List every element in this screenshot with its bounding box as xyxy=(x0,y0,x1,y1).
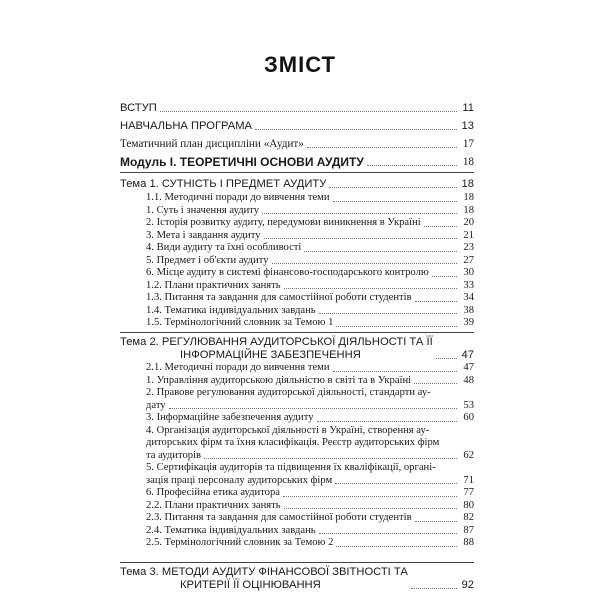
toc-entry-label: дату xyxy=(146,399,166,411)
toc-topic-1[interactable] xyxy=(120,178,474,191)
toc-subentry[interactable] xyxy=(146,425,474,438)
leader-dots xyxy=(169,408,457,409)
toc-entry-program[interactable] xyxy=(120,120,474,133)
toc-entry-page: 23 xyxy=(463,242,474,253)
toc-entry-page: 47 xyxy=(463,362,474,373)
toc-entry-page: 53 xyxy=(463,399,474,411)
toc-entry-page: 88 xyxy=(463,537,474,548)
toc-entry-page: 82 xyxy=(463,512,474,523)
toc-title-line: КРИТЕРІЇ ЇЇ ОЦІНЮВАННЯ xyxy=(180,579,321,591)
separator-line xyxy=(120,332,474,333)
toc-entry-page: 80 xyxy=(463,499,474,511)
toc-subentry[interactable] xyxy=(146,400,474,413)
toc-entry-page: 38 xyxy=(463,304,474,316)
leader-dots xyxy=(414,383,457,384)
toc-entry-page: 48 xyxy=(463,374,474,386)
toc-topic-2[interactable] xyxy=(120,336,474,362)
toc-subentry[interactable] xyxy=(146,362,474,375)
toc-entry-label: 1.2. Плани практичних занять xyxy=(146,279,281,291)
toc-entry-label: 1. Управління аудиторською діяльністю в світі та в Україні xyxy=(146,374,412,386)
leader-dots xyxy=(272,263,457,264)
toc-subentry[interactable] xyxy=(146,305,474,318)
toc-entry-page: 18 xyxy=(462,156,474,168)
leader-dots xyxy=(329,187,457,188)
toc-subentry[interactable] xyxy=(146,487,474,500)
toc-subentry[interactable] xyxy=(146,387,474,400)
toc-entry-page: 11 xyxy=(462,102,474,114)
leader-dots xyxy=(317,421,457,422)
toc-entry-module-1[interactable] xyxy=(120,156,474,169)
toc-subentry[interactable] xyxy=(146,192,474,205)
toc-entry-label: 4. Види аудиту та їхні особливості xyxy=(146,242,302,253)
separator-line xyxy=(120,562,474,563)
toc-title-line: Тема 2. РЕГУЛЮВАННЯ АУДИТОРСЬКОЇ ДІЯЛЬНОСТІ ТА ЇЇ xyxy=(120,336,433,348)
toc-subentry[interactable] xyxy=(146,242,474,255)
toc-subentry[interactable] xyxy=(146,292,474,305)
toc-entry-label: та аудиторів xyxy=(146,449,201,461)
toc-subentry[interactable] xyxy=(146,317,474,330)
leader-dots xyxy=(333,201,457,202)
toc-subentry[interactable] xyxy=(146,375,474,388)
toc-entry-label: 1.5. Термінологічний словник за Темою 1 xyxy=(146,317,334,328)
toc-entry-label: 4. Організація аудиторської діяльності в Україні, створення ау- xyxy=(146,424,430,436)
leader-dots xyxy=(335,483,457,484)
toc-entry-label: 5. Предмет і об'єкти аудиту xyxy=(146,254,269,266)
leader-dots xyxy=(415,301,457,302)
leader-dots xyxy=(333,371,457,372)
toc-entry-page: 62 xyxy=(463,449,474,461)
toc-entry-page: 13 xyxy=(461,120,474,132)
leader-dots xyxy=(336,546,457,547)
toc-entry-page: 30 xyxy=(463,267,474,278)
toc-entry-label: Тематичний план дисципліни «Аудит» xyxy=(120,138,304,150)
toc-entry-label xyxy=(120,336,433,362)
toc-subentry[interactable] xyxy=(146,525,474,538)
page-title: ЗМІСТ xyxy=(264,52,336,77)
toc-entry-page: 34 xyxy=(463,292,474,303)
toc-entry-label xyxy=(120,566,408,592)
toc-subentry[interactable] xyxy=(146,217,474,230)
toc-entry-page: 47 xyxy=(461,349,474,361)
toc-entry-label: 2. Історія розвитку аудиту, передумови виникнення в Україні xyxy=(146,217,421,228)
toc-subentry[interactable] xyxy=(146,450,474,463)
toc-entry-label: Модуль І. ТЕОРЕТИЧНІ ОСНОВИ АУДИТУ xyxy=(120,155,364,169)
leader-dots xyxy=(255,129,457,130)
toc-entry-intro[interactable] xyxy=(120,102,474,115)
toc-entry-page: 60 xyxy=(463,412,474,423)
leader-dots xyxy=(432,276,457,277)
toc-subentry[interactable] xyxy=(146,512,474,525)
toc-entry-label: диторських фірм та їхня класифікація. Реєстр аудиторських фірм xyxy=(146,437,440,448)
toc-entry-page: 27 xyxy=(463,254,474,266)
leader-dots xyxy=(424,226,457,227)
toc-entry-label: 2.4. Тематика індивідуальних завдань xyxy=(146,524,316,536)
toc-entry-label: 6. Професійна етика аудитора xyxy=(146,487,280,498)
toc-subentry[interactable] xyxy=(146,462,474,475)
toc-subentry[interactable] xyxy=(146,437,474,450)
leader-dots xyxy=(304,251,457,252)
toc-entry-page: 17 xyxy=(462,138,474,150)
leader-dots xyxy=(319,313,457,314)
toc-title-line: Тема 3. МЕТОДИ АУДИТУ ФІНАНСОВОЇ ЗВІТНОСТІ ТА xyxy=(120,566,408,578)
leader-dots xyxy=(436,358,457,359)
toc-entry-label: 2.3. Питання та завдання для самостійної роботи студентів xyxy=(146,512,412,523)
toc-entry-label: 2.2. Плани практичних занять xyxy=(146,499,281,511)
toc-entry-page: 18 xyxy=(463,204,474,216)
leader-dots xyxy=(160,111,457,112)
toc-subentry[interactable] xyxy=(146,475,474,488)
leader-dots xyxy=(336,326,457,327)
toc-entry-label: 6. Місце аудиту в системі фінансово-господарського контролю xyxy=(146,267,429,278)
toc-entry-label: 1. Суть і значення аудиту xyxy=(146,204,260,216)
topic-1-subentries xyxy=(146,192,474,330)
toc-title-line: ІНФОРМАЦІЙНЕ ЗАБЕЗПЕЧЕННЯ xyxy=(180,349,361,361)
toc-subentry[interactable] xyxy=(146,230,474,243)
toc-entry-label: 1.4. Тематика індивідуальних завдань xyxy=(146,304,316,316)
leader-dots xyxy=(262,213,457,214)
toc-entry-label: НАВЧАЛЬНА ПРОГРАМА xyxy=(120,120,252,132)
toc-entry-page: 21 xyxy=(463,229,474,241)
toc-entry-label: 3. Мета і завдання аудиту xyxy=(146,229,261,241)
leader-dots xyxy=(284,288,457,289)
toc-entry-label: зація праці персоналу аудиторських фірм xyxy=(146,474,333,486)
toc-entry-page: 20 xyxy=(463,217,474,228)
toc-subentry[interactable] xyxy=(146,267,474,280)
toc-subentry[interactable] xyxy=(146,205,474,218)
toc-topic-3[interactable] xyxy=(120,566,474,592)
toc-entry-page: 87 xyxy=(463,524,474,536)
toc-entry-page: 33 xyxy=(463,279,474,291)
toc-entry-label: 3. Інформаційне забезпечення аудиту xyxy=(146,412,314,423)
toc-subentry[interactable] xyxy=(146,500,474,513)
toc-subentry[interactable] xyxy=(146,255,474,268)
toc-subentry[interactable] xyxy=(146,537,474,550)
toc-entry-page: 18 xyxy=(463,192,474,203)
leader-dots xyxy=(367,165,457,166)
leader-dots xyxy=(204,458,457,459)
topic-2-subentries xyxy=(146,362,474,550)
leader-dots xyxy=(307,147,457,148)
toc-subentry[interactable] xyxy=(146,412,474,425)
toc-entry-label: Тема 1. СУТНІСТЬ І ПРЕДМЕТ АУДИТУ xyxy=(120,178,327,190)
leader-dots xyxy=(283,496,457,497)
toc-entry-page: 77 xyxy=(463,487,474,498)
toc-entry-label: 1.1. Методичні поради до вивчення теми xyxy=(146,192,330,203)
leader-dots xyxy=(411,588,457,589)
leader-dots xyxy=(415,521,457,522)
toc-subentry[interactable] xyxy=(146,280,474,293)
leader-dots xyxy=(284,508,457,509)
toc-entry-label: 1.3. Питання та завдання для самостійної роботи студентів xyxy=(146,292,412,303)
toc-entry-thematic-plan[interactable] xyxy=(120,138,474,151)
toc-entry-label: 2.1. Методичні поради до вивчення теми xyxy=(146,362,330,373)
leader-dots xyxy=(264,238,458,239)
toc-entry-page: 92 xyxy=(461,579,474,591)
leader-dots xyxy=(319,533,457,534)
toc-entry-label: ВСТУП xyxy=(120,102,157,114)
toc-entry-label: 2. Правове регулювання аудиторської діяльності, стандарти ау- xyxy=(146,387,431,398)
toc-entry-page: 71 xyxy=(463,474,474,486)
toc-entry-label: 2.5. Термінологічний словник за Темою 2 xyxy=(146,537,334,548)
toc-entry-label: 5. Сертифікація аудиторів та підвищення їх кваліфікації, органі- xyxy=(146,462,436,473)
toc-entry-page: 18 xyxy=(461,178,474,190)
separator-line xyxy=(120,172,474,173)
toc-entry-page: 39 xyxy=(463,317,474,328)
